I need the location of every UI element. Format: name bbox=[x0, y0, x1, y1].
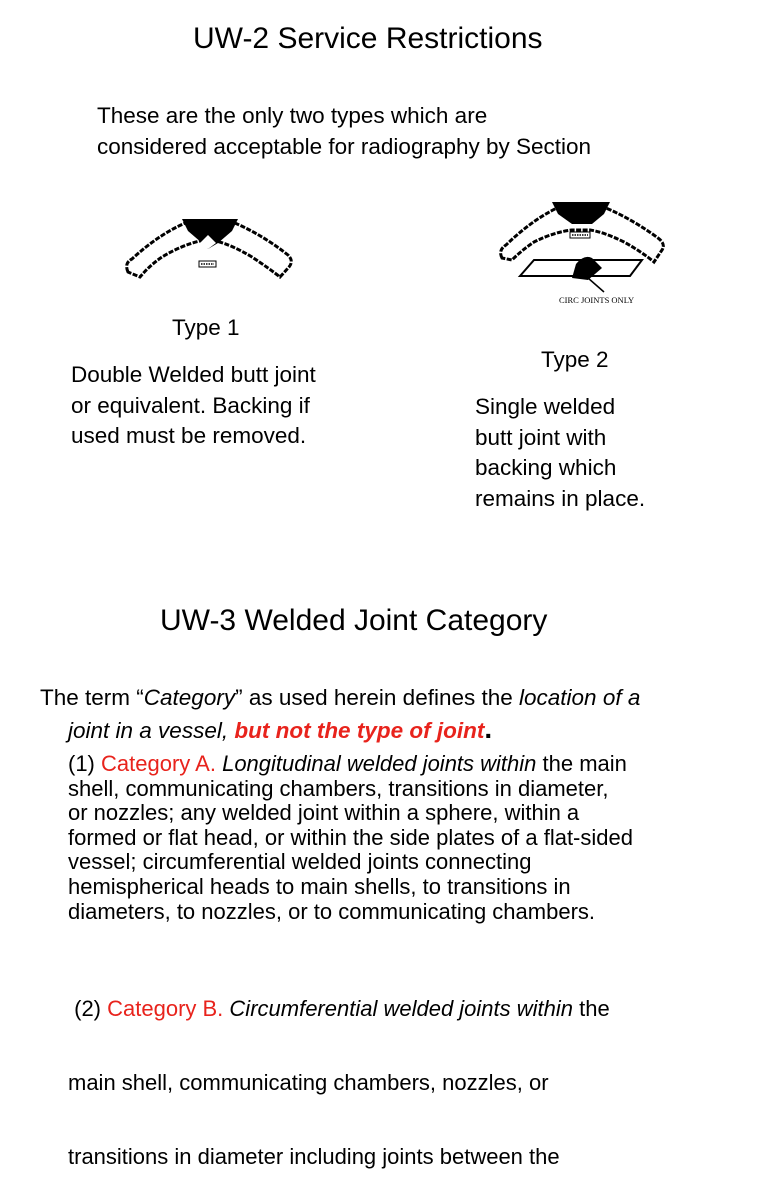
text: (2) bbox=[68, 996, 108, 1022]
para-line: formed or flat head, or within the side plates of a flat-sided bbox=[68, 824, 633, 850]
type1-weld-figure bbox=[120, 205, 300, 285]
type2-label: Type 2 bbox=[541, 347, 609, 372]
text: Longitudinal welded joints within bbox=[222, 751, 537, 776]
desc-line: backing which bbox=[475, 455, 617, 480]
desc-line: used must be removed. bbox=[71, 423, 307, 448]
para-line bbox=[68, 997, 758, 1022]
desc-line: or equivalent. Backing if bbox=[71, 392, 310, 418]
desc-line: Single welded bbox=[475, 394, 616, 419]
category-definition bbox=[40, 683, 755, 746]
text: the main bbox=[536, 751, 627, 776]
text: Category bbox=[143, 685, 236, 710]
text: (1) bbox=[68, 751, 101, 776]
text: joint in a vessel, bbox=[68, 717, 229, 743]
emphasis-text: but not the type of joint bbox=[234, 717, 485, 743]
category-a-label: Category A. bbox=[101, 751, 216, 776]
text: Circumferential welded joints within bbox=[229, 996, 574, 1022]
type2-description bbox=[475, 392, 645, 514]
category-a-paragraph bbox=[68, 752, 758, 924]
para-line: or nozzles; any welded joint within a sphere, within a bbox=[68, 800, 580, 826]
type1-label: Type 1 bbox=[172, 315, 240, 340]
definition-line-2 bbox=[40, 714, 755, 747]
text: The term “ bbox=[40, 685, 144, 710]
text: the bbox=[573, 996, 610, 1022]
type2-weld-figure bbox=[492, 192, 677, 310]
text: . bbox=[484, 712, 493, 744]
slide1-title: UW-2 Service Restrictions bbox=[193, 22, 543, 55]
desc-line: remains in place. bbox=[475, 485, 646, 511]
category-b-label: Category B. bbox=[107, 996, 224, 1022]
para-line: shell, communicating chambers, transitions in diameter, bbox=[68, 775, 609, 801]
text: ” as used herein defines the bbox=[235, 685, 520, 710]
definition-line-1 bbox=[40, 683, 755, 714]
type1-description bbox=[71, 360, 316, 452]
intro-line: considered acceptable for radiography by Section bbox=[97, 133, 592, 159]
para-line: vessel; circumferential welded joints connecting bbox=[68, 849, 532, 875]
desc-line: Double Welded butt joint bbox=[71, 362, 316, 387]
desc-line: butt joint with bbox=[475, 424, 607, 450]
intro-line: These are the only two types which are bbox=[97, 103, 488, 128]
category-b-paragraph bbox=[68, 948, 758, 1194]
para-line: diameters, to nozzles, or to communicating chambers. bbox=[68, 898, 596, 924]
slide2-title: UW-3 Welded Joint Category bbox=[160, 604, 548, 637]
para-line: hemispherical heads to main shells, to transitions in bbox=[68, 873, 571, 899]
text: location of a bbox=[519, 685, 641, 710]
slide1-intro bbox=[97, 101, 591, 162]
figure-caption: CIRC JOINTS ONLY bbox=[559, 295, 635, 305]
para-line: main shell, communicating chambers, nozzles, or bbox=[68, 1069, 549, 1095]
para-line bbox=[68, 752, 758, 777]
para-line: transitions in diameter including joints between the bbox=[68, 1143, 560, 1169]
